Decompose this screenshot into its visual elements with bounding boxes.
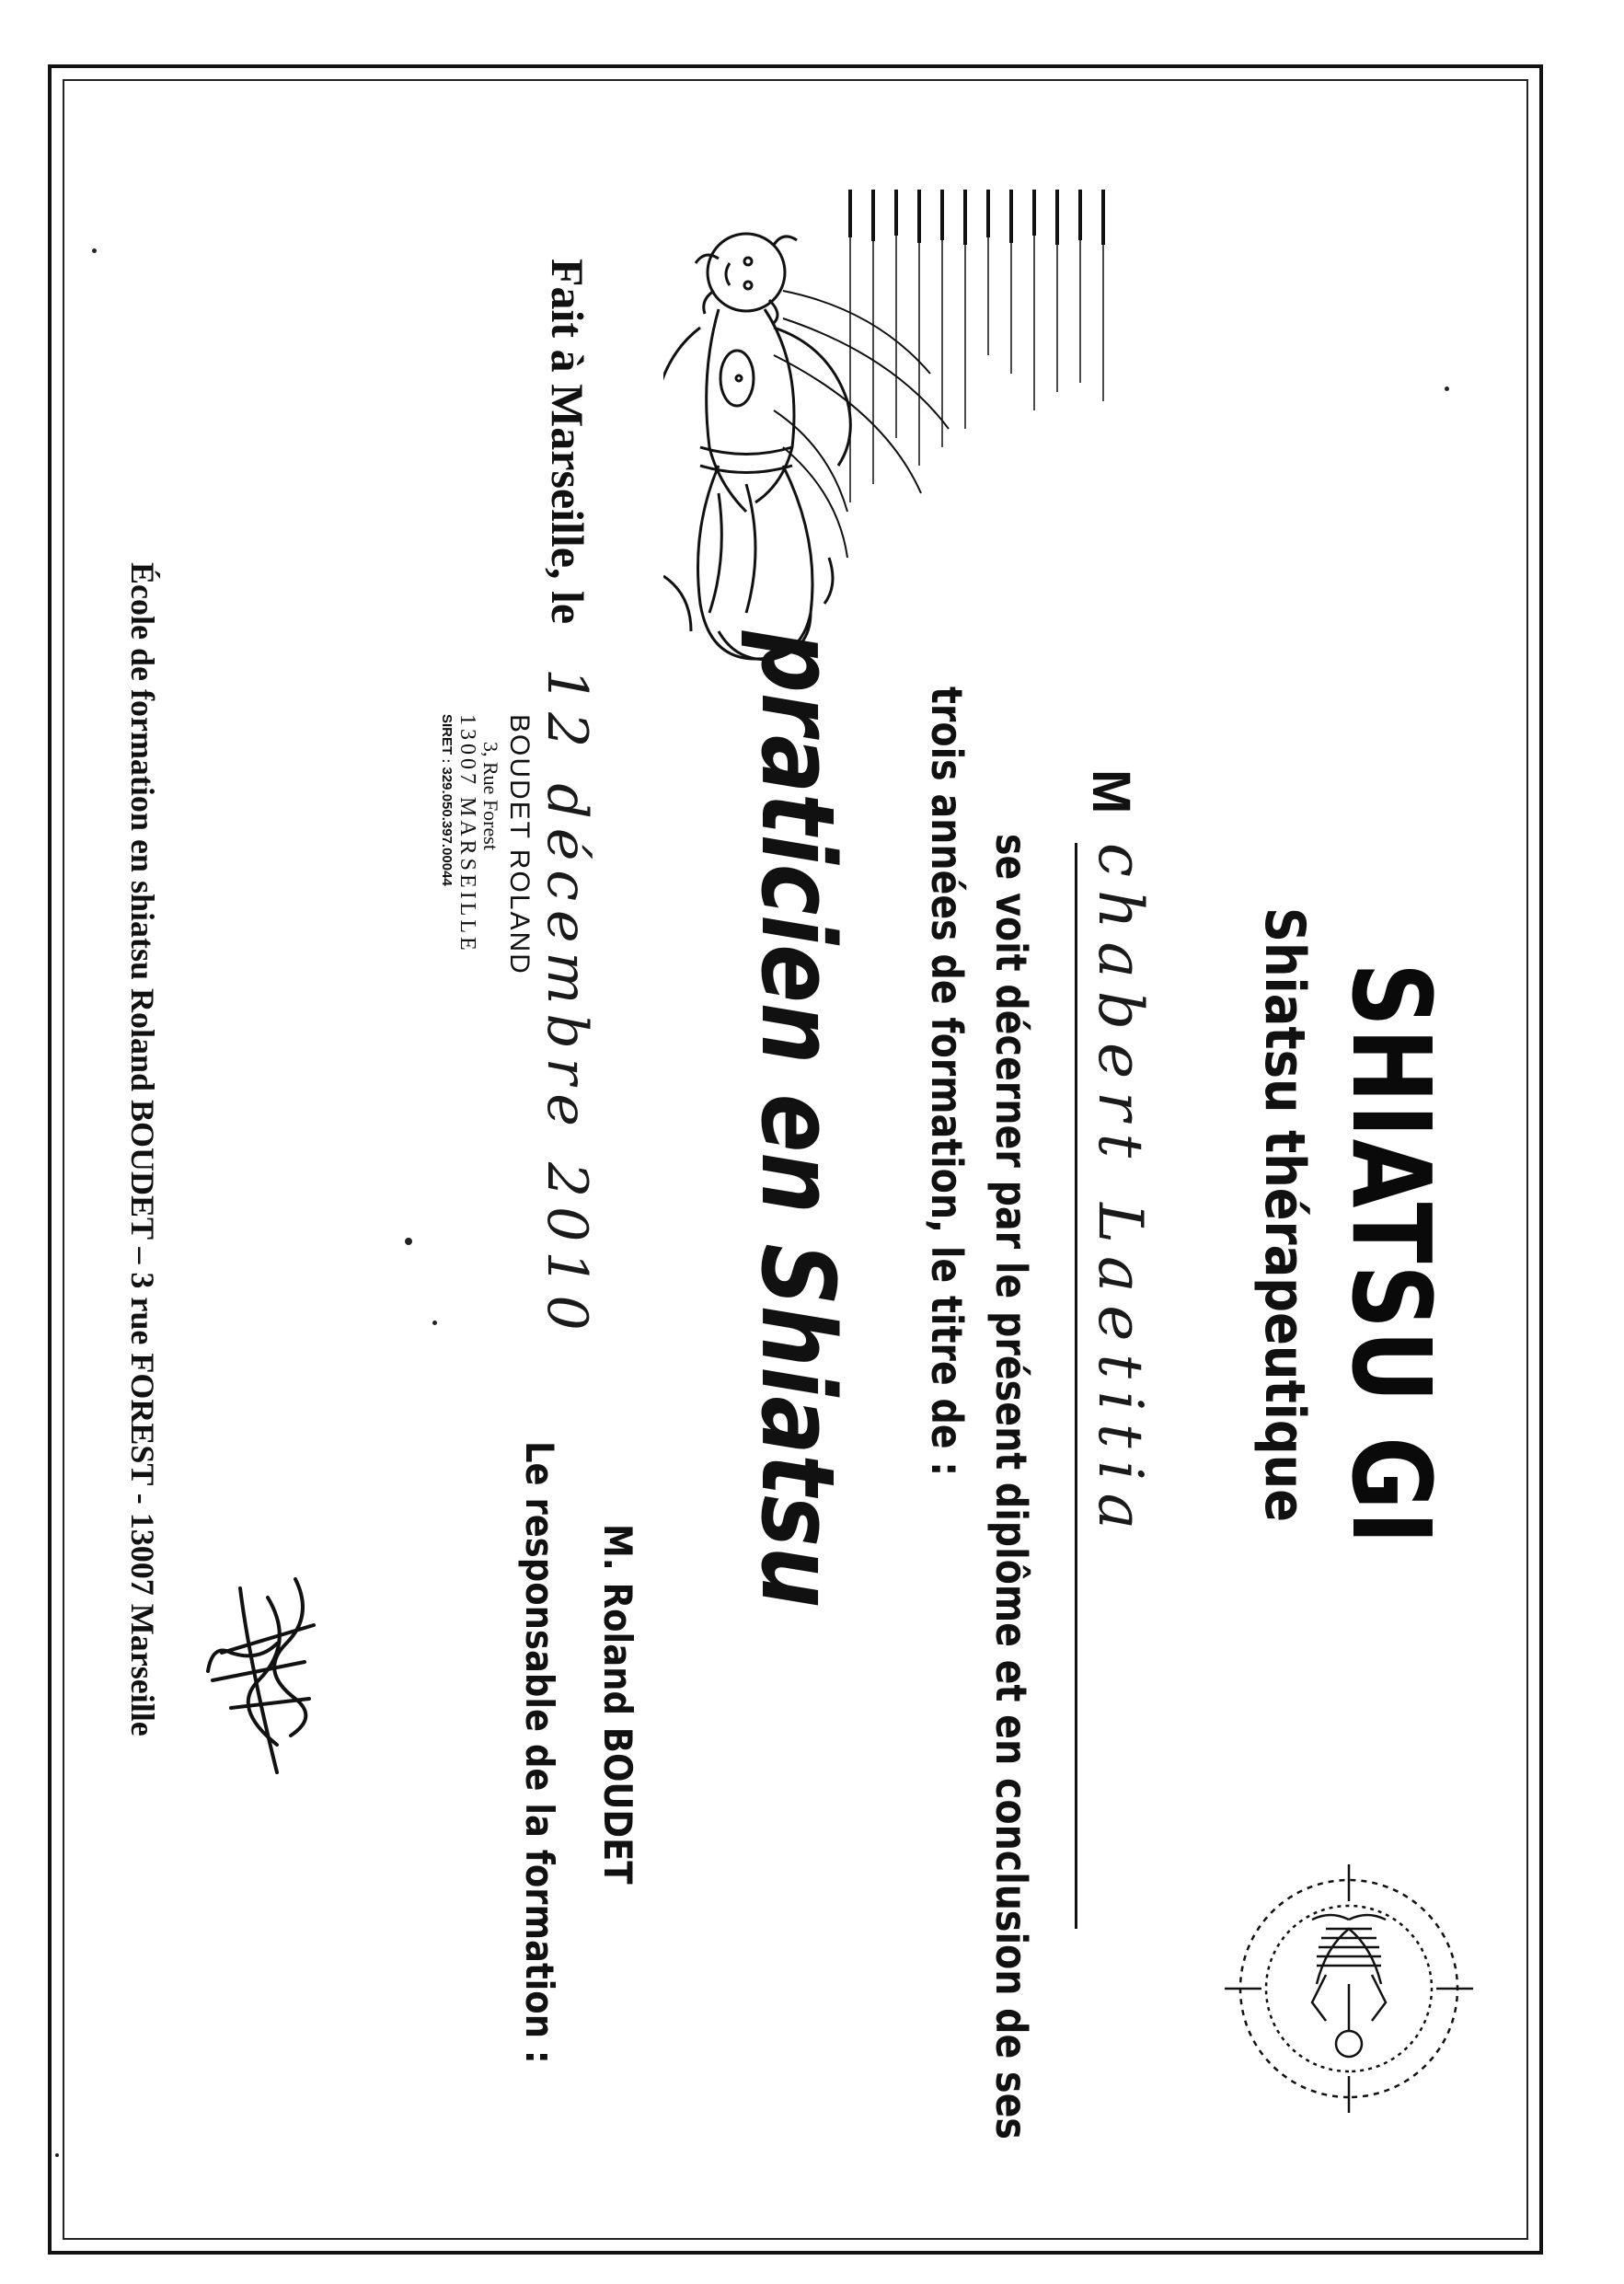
stamp-city: 13007 MARSEILLE [455, 714, 480, 954]
school-stamp [438, 714, 535, 975]
recipient-name-handwritten: chabert Laetitia [1085, 843, 1156, 1543]
signature-icon [194, 1570, 332, 1791]
diploma-title: SHIATSU GI [1328, 963, 1455, 1546]
body-text-line1: se voit décerner par le présent diplôme et en conclusion de ses [986, 834, 1036, 2140]
stamp-name: BOUDET ROLAND [504, 714, 535, 975]
date-handwritten: 12 décembre 2010 [535, 668, 599, 1340]
recipient-prefix: M [1081, 769, 1141, 814]
diploma [63, 79, 1528, 2240]
place-label: Fait à Marseille, le [542, 259, 593, 625]
stamp-street: 3, Rue Forest [479, 742, 503, 850]
degree-title: praticien en Shiatsu [739, 631, 857, 1609]
meditating-figure-logo-icon [1225, 1864, 1473, 2113]
responsible-label: Le responsable de la formation : [517, 1441, 562, 2064]
stamp-siret: SIRET : 329.050.397.00044 [438, 714, 455, 886]
footer-text: École de formation en shiatsu Roland BOUDET – 3 rue FOREST - 13007 Marseille [124, 562, 161, 1736]
body-text-line2: trois années de formation, le titre de : [922, 686, 972, 1477]
diploma-subtitle: Shiatsu thérapeutique [1252, 907, 1317, 1523]
meridian-figure-icon [663, 171, 1179, 686]
responsible-name: M. Roland BOUDET [595, 1524, 640, 1885]
recipient-underline [1075, 843, 1077, 1929]
